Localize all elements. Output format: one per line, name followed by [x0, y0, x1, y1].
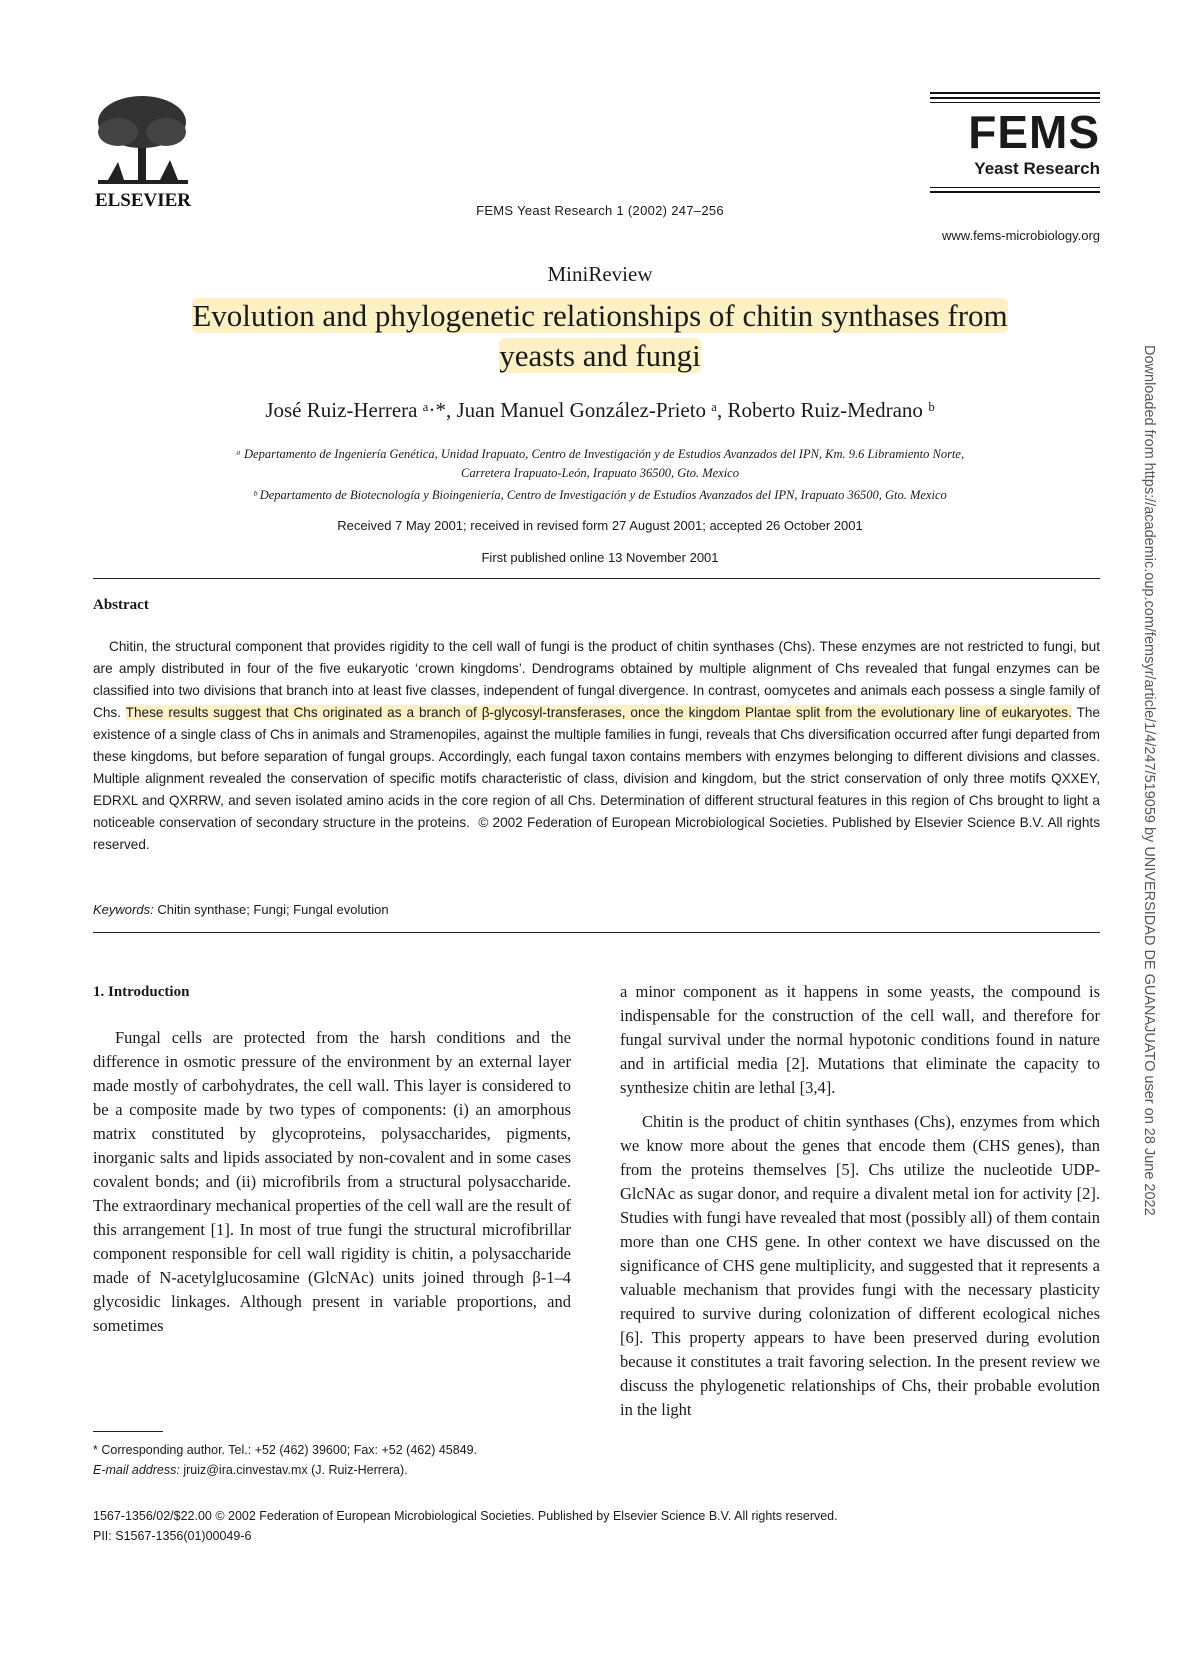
elsevier-wordmark: ELSEVIER — [94, 190, 192, 211]
divider-bottom — [93, 932, 1100, 933]
intro-paragraph-1: Fungal cells are protected from the harsh conditions and the difference in osmotic pressure of the environment by an external layer made mostly of carbohydrates, the cell wall. This layer is considered to be a composite made by two types of components: (i) an amorphous matrix constituted by glycoproteins, polysaccharides, pigments, inorganic salts and lipids associated by non-covalent and in some cases covalent bonds; and (ii) microfibrils from a structural polysaccharide. The extraordinary mechanical properties of the cell wall are the result of this arrangement [1]. In most of true fungi the structural microfibrillar component responsible for cell wall rigidity is chitin, a polysaccharide made of N-acetylglucosamine (GlcNAc) units joined through β-1–4 glycosidic linkages. Although present in variable proportions, and sometimes — [93, 1028, 571, 1335]
divider-top — [93, 578, 1100, 579]
download-watermark — [1141, 345, 1161, 1305]
first-published: First published online 13 November 2001 — [481, 550, 719, 565]
email-label: E-mail address: — [93, 1463, 180, 1477]
pii: PII: S1567-1356(01)00049-6 — [93, 1529, 252, 1543]
affiliation-a-line-1: ᵃ Departamento de Ingeniería Genética, Unidad Irapuato, Centro de Investigación y de Estudios Avanzados del IPN, Km. 9.6 Libramiento Norte, — [235, 447, 965, 461]
affiliation-a-line-2: Carretera Irapuato-León, Irapuato 36500, Gto. Mexico — [461, 466, 739, 480]
fems-subtitle: Yeast Research — [974, 159, 1100, 178]
watermark-text: Downloaded from https://academic.oup.com/femsyr/article/1/4/247/519059 by UNIVERSIDAD DE GUANAJUATO user on 28 June 2022 — [1141, 345, 1157, 1216]
elsevier-logo — [88, 92, 198, 214]
fems-masthead — [930, 92, 1100, 196]
keywords-text: Chitin synthase; Fungi; Fungal evolution — [157, 902, 389, 917]
abstract-heading: Abstract — [93, 597, 149, 613]
abstract-copyright: © 2002 Federation of European Microbiological Societies. Published by Elsevier Science B.V. All rights reserved. — [93, 815, 1100, 852]
journal-reference: FEMS Yeast Research 1 (2002) 247–256 — [476, 203, 724, 218]
journal-website[interactable]: www.fems-microbiology.org — [942, 228, 1100, 243]
abstract-body — [93, 636, 1100, 856]
article-dates: Received 7 May 2001; received in revised form 27 August 2001; accepted 26 October 2001 — [337, 518, 863, 533]
introduction-heading: 1. Introduction — [93, 984, 190, 1000]
keywords — [93, 902, 389, 917]
title-line-1: Evolution and phylogenetic relationships of chitin synthases from — [192, 298, 1008, 333]
abstract-part-2: The existence of a single class of Chs in animals and Stramenopiles, against the multiple families in fungi, reveals that Chs diversification occurred after fungi departed from these kingdoms, but before separation of fungal groups. Accordingly, each fungal taxon contains members with enzymes belonging to different divisions and classes. Multiple alignment revealed the conservation of specific motifs characteristic of class, division and kingdom, but the strict conservation of only three motifs QXXEY, EDRXL and QXRRW, and seven isolated amino acids in the core region of all Chs. Determination of different structural features in this region of Chs brought to light a noticeable conservation of secondary structure in the proteins. — [93, 705, 1100, 830]
article-title — [60, 296, 1140, 376]
abstract-highlight: These results suggest that Chs originated as a branch of β-glycosyl-transferases, once the kingdom Plantae split from the evolutionary line of eukaryotes. — [125, 705, 1072, 720]
title-line-2: yeasts and fungi — [499, 338, 701, 373]
affiliation-a — [70, 445, 1130, 483]
intro-paragraph-1-continued: a minor component as it happens in some yeasts, the compound is indispensable for the construction of the cell wall, and therefore for fungal survival under the normal hypotonic conditions found in nature and in artificial media [2]. Mutations that eliminate the capacity to synthesize chitin are lethal [3,4]. — [620, 982, 1100, 1097]
corresponding-author: * Corresponding author. Tel.: +52 (462) 39600; Fax: +52 (462) 45849. — [93, 1443, 478, 1457]
footnote — [93, 1440, 571, 1480]
abstract-part-1: Chitin, the structural component that provides rigidity to the cell wall of fungi is the product of chitin synthases (Chs). These enzymes are not restricted to fungi, but are amply distributed in four of the five eukaryotic ‘crown kingdoms’. Dendrograms obtained by multiple alignment of Chs revealed that fungal enzymes can be classified into two divisions that branch into at least five classes, independent of fungal divergence. In contrast, oomycetes and animals each possess a single family of Chs. — [93, 639, 1100, 720]
keywords-label: Keywords: — [93, 902, 154, 917]
email-address[interactable]: jruiz@ira.cinvestav.mx (J. Ruiz-Herrera). — [183, 1463, 408, 1477]
legal-notice — [93, 1506, 1100, 1546]
column-left — [93, 980, 571, 1338]
column-right — [620, 980, 1100, 1422]
intro-paragraph-2: Chitin is the product of chitin synthases (Chs), enzymes from which we know more about the genes that encode them (CHS genes), than from the proteins themselves [5]. Chs utilize the nucleotide UDP-GlcNAc as sugar donor, and require a divalent metal ion for activity [2]. Studies with fungi have revealed that most (possibly all) of them contain more than one CHS gene. In other context we have discussed on the significance of CHS gene multiplicity, and suggested that it represents a valuable mechanism that provides fungi with the necessary plasticity required to survive during colonization of different ecological niches [6]. This property appears to have been preserved during evolution because it constitutes a trait favoring selection. In the present review we discuss the phylogenetic relationships of Chs, their probable evolution in the light — [620, 1112, 1100, 1419]
affiliation-b: ᵇ Departamento de Biotecnología y Bioingeniería, Centro de Investigación y de Estudios Avanzados del IPN, Irapuato 36500, Gto. Mexico — [253, 488, 947, 502]
author-list: José Ruiz-Herrera ᵃ·*, Juan Manuel González-Prieto ᵃ, Roberto Ruiz-Medrano ᵇ — [265, 398, 935, 422]
article-type: MiniReview — [547, 262, 653, 286]
footnote-divider — [93, 1431, 163, 1432]
issn-copyright: 1567-1356/02/$22.00 © 2002 Federation of European Microbiological Societies. Published by Elsevier Science B.V. All rights reserved. — [93, 1509, 838, 1523]
fems-title: FEMS — [968, 106, 1100, 158]
